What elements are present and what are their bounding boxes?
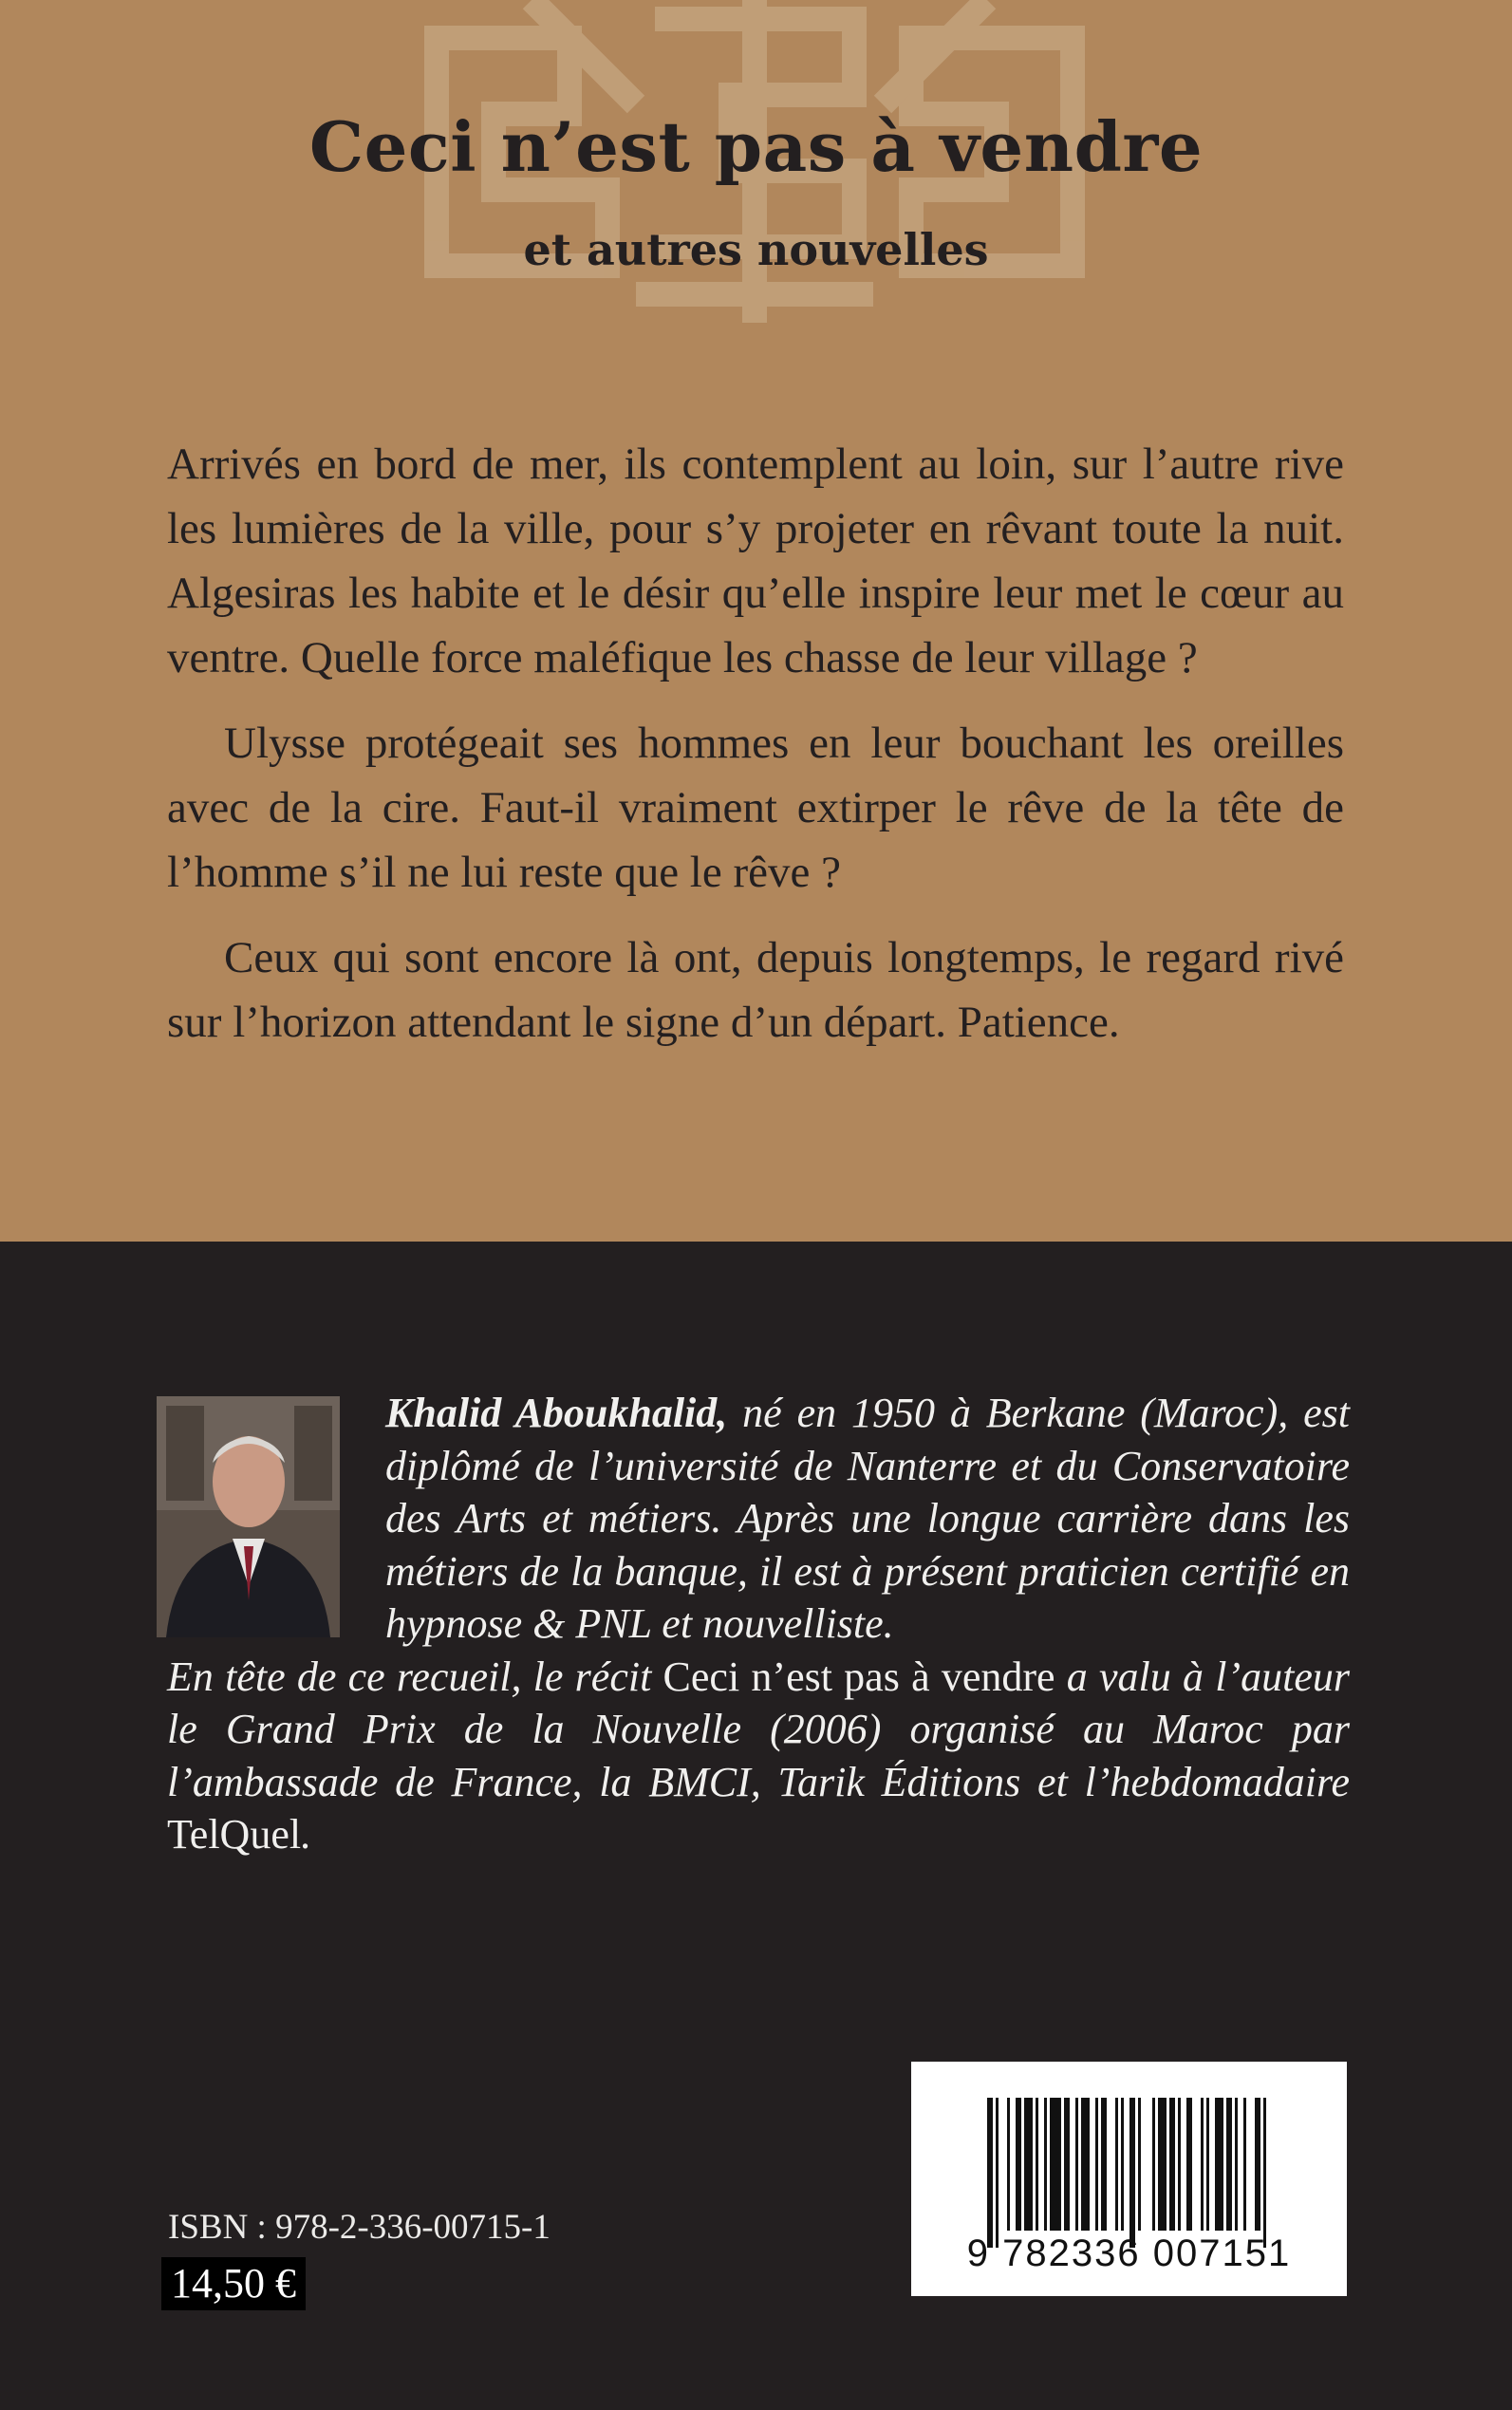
barcode-bar	[1095, 2098, 1098, 2231]
barcode-bar	[1206, 2098, 1209, 2231]
barcode-bar	[1186, 2098, 1192, 2231]
award-text-2: a valu à l’auteur le Grand Prix de la Nouvelle (2006) organisé au Maroc par l’ambassade de France, la BMCI, Tarik Éditions et l’hebdomadaire	[167, 1653, 1350, 1805]
price-label: 14,50 €	[161, 2257, 306, 2310]
award-paragraph	[167, 1651, 1350, 1861]
barcode-bar	[1178, 2098, 1181, 2231]
barcode-bar	[1201, 2098, 1204, 2231]
barcode-bar	[1044, 2098, 1047, 2231]
barcode-bar	[1243, 2098, 1246, 2231]
barcode-bar	[996, 2098, 999, 2248]
award-story-title: Ceci n’est pas à vendre	[663, 1653, 1055, 1700]
barcode-bar	[1016, 2098, 1021, 2231]
award-magazine: TelQuel	[167, 1811, 302, 1858]
barcode-bar	[1263, 2098, 1266, 2248]
barcode-bar	[1215, 2098, 1223, 2231]
barcode-bar	[1115, 2098, 1118, 2231]
barcode-bar	[1129, 2098, 1135, 2248]
bio-text: né en 1950 à Berkane (Maroc), est diplômé de l’université de Nanterre et du Conservatoire des Arts et métiers. Après une longue carrière dans les métiers de la banque, il est à présent praticien certifié en hypnose & PNL et nouvelliste.	[385, 1390, 1350, 1647]
barcode	[911, 2062, 1347, 2296]
award-text-end: .	[301, 1811, 312, 1858]
blurb-paragraph: Arrivés en bord de mer, ils contemplent au loin, sur l’autre rive les lumières de la ville, pour s’y projeter en rêvant toute la nuit. Algesiras les habite et le désir qu’elle inspire leur met le cœur au ventre. Quelle force maléfique les chasse de leur village ?	[167, 439, 1344, 682]
barcode-bar	[1158, 2098, 1167, 2231]
barcode-bar	[1152, 2098, 1155, 2231]
barcode-bar	[1101, 2098, 1107, 2231]
barcode-bar	[1064, 2098, 1070, 2231]
barcode-bar	[1050, 2098, 1061, 2231]
barcode-digits: 9 782336 007151	[966, 2233, 1292, 2274]
barcode-bar	[1235, 2098, 1238, 2231]
barcode-bar	[987, 2098, 993, 2248]
award-text-1: En tête de ce recueil, le récit	[167, 1653, 663, 1700]
book-subtitle: et autres nouvelles	[523, 224, 989, 275]
barcode-bar	[1036, 2098, 1038, 2231]
book-title: Ceci n’est pas à vendre	[308, 106, 1204, 187]
photo-spacer	[167, 1387, 385, 1645]
barcode-bar	[1075, 2098, 1078, 2231]
barcode-bar	[1255, 2098, 1260, 2231]
barcode-bar	[1024, 2098, 1033, 2231]
blurb-paragraph: Ceux qui sont encore là ont, depuis longtemps, le regard rivé sur l’horizon attendant le signe d’un départ. Patience.	[167, 933, 1344, 1047]
barcode-bar	[1081, 2098, 1090, 2231]
barcode-bar	[1169, 2098, 1175, 2231]
isbn-label: ISBN : 978-2-336-00715-1	[168, 2208, 551, 2247]
blurb-text	[167, 432, 1344, 1075]
author-bio	[167, 1387, 1350, 1861]
barcode-bar	[1007, 2098, 1010, 2231]
author-name: Khalid Aboukhalid,	[385, 1390, 728, 1436]
blurb-paragraph: Ulysse protégeait ses hommes en leur bouchant les oreilles avec de la cire. Faut-il vraiment extirper le rêve de la tête de l’homme s’il ne lui reste que le rêve ?	[167, 719, 1344, 897]
barcode-bar	[1138, 2098, 1141, 2231]
barcode-bar	[1121, 2098, 1124, 2231]
barcode-bar	[1226, 2098, 1232, 2231]
